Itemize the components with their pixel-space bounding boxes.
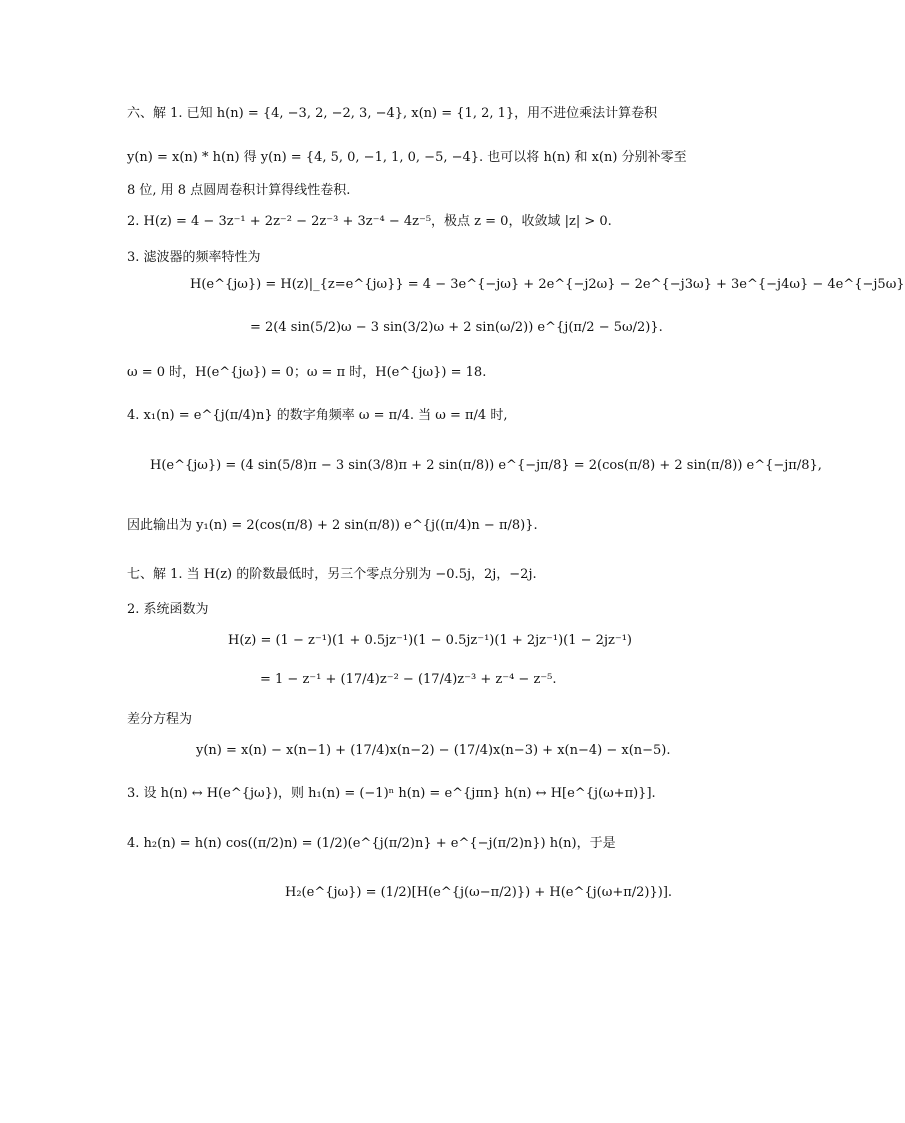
line-10: H(e^{jω}) = (4 sin(5/8)π − 3 sin(3/8)π + 2 sin(π/8)) e^{−jπ/8} = 2(cos(π/8) + 2 sin(π/8)) e^{−jπ/8},: [150, 458, 822, 473]
line-15: = 1 − z⁻¹ + (17/4)z⁻² − (17/4)z⁻³ + z⁻⁴ − z⁻⁵.: [260, 672, 557, 687]
line-17: y(n) = x(n) − x(n−1) + (17/4)x(n−2) − (17/4)x(n−3) + x(n−4) − x(n−5).: [196, 743, 671, 758]
line-14: H(z) = (1 − z⁻¹)(1 + 0.5jz⁻¹)(1 − 0.5jz⁻¹)(1 + 2jz⁻¹)(1 − 2jz⁻¹): [228, 633, 632, 648]
line-7: = 2(4 sin(5/2)ω − 3 sin(3/2)ω + 2 sin(ω/2)) e^{j(π/2 − 5ω/2)}.: [250, 320, 663, 335]
line-12: 七、解 1. 当 H(z) 的阶数最低时，另三个零点分别为 −0.5j，2j，−2j.: [127, 567, 537, 582]
line-6: H(e^{jω}) = H(z)|_{z=e^{jω}} = 4 − 3e^{−jω} + 2e^{−j2ω} − 2e^{−j3ω} + 3e^{−j4ω} − 4e^{−j5ω}: [190, 277, 905, 292]
line-20: H₂(e^{jω}) = (1/2)[H(e^{j(ω−π/2)}) + H(e^{j(ω+π/2)})].: [285, 885, 673, 900]
line-19: 4. h₂(n) = h(n) cos((π/2)n) = (1/2)(e^{j(π/2)n} + e^{−j(π/2)n}) h(n)，于是: [127, 836, 616, 851]
line-16: 差分方程为: [127, 712, 193, 727]
line-1: 六、解 1. 已知 h(n) = {4, −3, 2, −2, 3, −4}, x(n) = {1, 2, 1}，用不进位乘法计算卷积: [127, 106, 658, 121]
line-3: 8 位, 用 8 点圆周卷积计算得线性卷积.: [127, 183, 351, 198]
line-13: 2. 系统函数为: [127, 602, 209, 617]
line-2: y(n) = x(n) * h(n) 得 y(n) = {4, 5, 0, −1, 1, 0, −5, −4}. 也可以将 h(n) 和 x(n) 分别补零至: [127, 150, 687, 165]
line-5: 3. 滤波器的频率特性为: [127, 250, 261, 265]
line-8: ω = 0 时，H(e^{jω}) = 0；ω = π 时，H(e^{jω}) = 18.: [127, 365, 487, 380]
line-9: 4. x₁(n) = e^{j(π/4)n} 的数字角频率 ω = π/4. 当 ω = π/4 时,: [127, 408, 508, 423]
line-4: 2. H(z) = 4 − 3z⁻¹ + 2z⁻² − 2z⁻³ + 3z⁻⁴ − 4z⁻⁵，极点 z = 0，收敛域 |z| > 0.: [127, 214, 612, 229]
line-11: 因此输出为 y₁(n) = 2(cos(π/8) + 2 sin(π/8)) e^{j((π/4)n − π/8)}.: [127, 518, 538, 533]
line-18: 3. 设 h(n) ↔ H(e^{jω})，则 h₁(n) = (−1)ⁿ h(n) = e^{jπn} h(n) ↔ H[e^{j(ω+π)}].: [127, 786, 656, 801]
